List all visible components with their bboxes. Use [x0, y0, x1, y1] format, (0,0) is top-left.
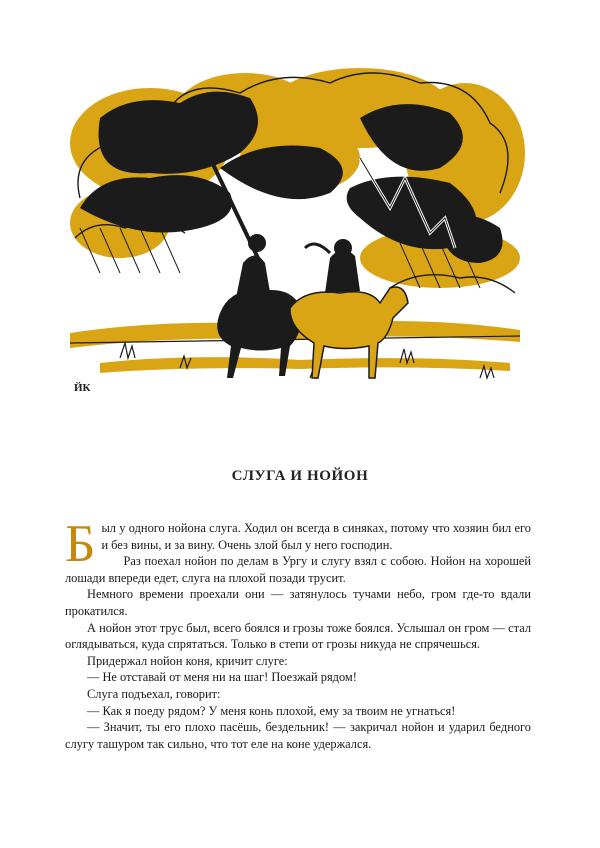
- paragraph-5: Придержал нойон коня, кричит слуге:: [87, 653, 288, 668]
- storm-riders-illustration: [60, 58, 530, 408]
- artist-signature: ЙК: [74, 382, 91, 394]
- paragraph-4: А нойон этот трус был, всего боялся и грозы тоже боялся. Услышал он гром — стал оглядываться, куда спрятаться. Только в степи от грозы никуда не спрячешься.: [65, 620, 531, 652]
- paragraph-1: Был у одного нойона слуга. Ходил он всегда в синяках, потому что хозяин бил его и без вины, и за вину. Очень злой был у него господин.: [65, 515, 531, 573]
- paragraph-3: Немного времени проехали они — затянулось тучами небо, гром где-то вдали прокатился.: [65, 587, 531, 618]
- paragraph-9: — Значит, ты его плохо пасёшь, бездельник! — закричал нойон и ударил бедного слугу ташуром так сильно, что тот еле на коне удержался.: [65, 720, 531, 751]
- paragraph-7: Слуга подъехал, говорит:: [87, 686, 221, 701]
- story-text: [65, 515, 531, 752]
- paragraph-6: — Не отставай от меня ни на шаг! Поезжай рядом!: [87, 670, 357, 685]
- drop-cap: Б: [65, 515, 96, 573]
- story-title: СЛУГА И НОЙОН: [231, 468, 369, 484]
- paragraph-8: — Как я поеду рядом? У меня конь плохой, ему за твоим не угнаться!: [87, 703, 456, 718]
- grass-tufts: [70, 336, 520, 378]
- steppe-ground-far: [100, 357, 510, 373]
- story-illustration: [60, 58, 530, 408]
- paragraph-2: Раз поехал нойон по делам в Ургу и слугу взял с собою. Нойон на хорошей лошади впереди едет, слуга на плохой позади трусит.: [65, 554, 531, 585]
